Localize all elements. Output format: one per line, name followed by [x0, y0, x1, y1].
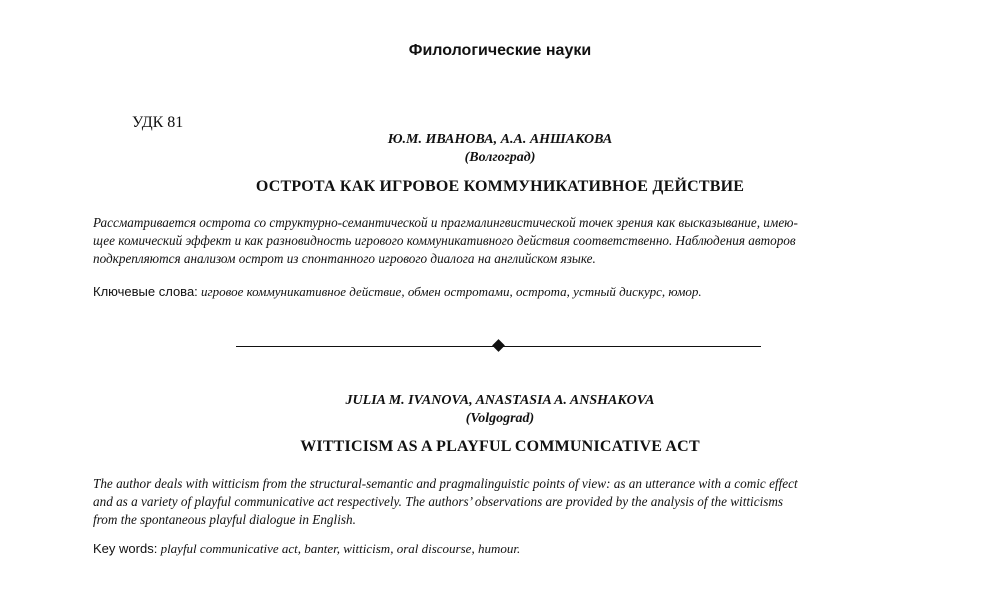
ru-keywords-label: Ключевые слова: — [93, 284, 198, 299]
udk-code: УДК 81 — [132, 114, 184, 131]
ru-city: (Волгоград) — [464, 150, 536, 165]
en-authors: JULIA M. IVANOVA, ANASTASIA A. ANSHAKOVA — [345, 393, 655, 408]
en-city: (Volgograd) — [465, 411, 535, 426]
ru-abstract-line: подкрепляются анализом острот из спонтанного игрового диалога на английском языке. — [93, 251, 596, 266]
ru-abstract — [93, 214, 908, 268]
en-abstract-line: from the spontaneous playful dialogue in English. — [93, 512, 356, 527]
divider-diamond-icon — [492, 339, 505, 352]
ru-abstract-line: щее комический эффект и как разновидность игрового коммуникативного действия соответственно. Наблюдения авторов — [93, 233, 796, 248]
section-title: Филологические науки — [408, 42, 592, 59]
en-keywords-label: Key words: — [93, 541, 158, 556]
en-abstract — [93, 475, 908, 529]
en-keywords — [93, 541, 908, 557]
ru-keywords — [93, 284, 908, 300]
ru-authors: Ю.М. ИВАНОВА, А.А. АНШАКОВА — [387, 132, 613, 147]
ru-keywords-text: игровое коммуникативное действие, обмен остротами, острота, устный дискурс, юмор. — [201, 284, 702, 299]
ru-abstract-line: Рассматривается острота со структурно-семантической и прагмалингвистической точек зрения как высказывание, имею- — [93, 215, 798, 230]
en-abstract-line: and as a variety of playful communicative act respectively. The authors’ observations are provided by the analysis of the witticisms — [93, 494, 784, 509]
en-title: WITTICISM AS A PLAYFUL COMMUNICATIVE ACT — [300, 438, 700, 455]
en-keywords-text: playful communicative act, banter, witticism, oral discourse, humour. — [160, 541, 521, 556]
ru-title: ОСТРОТА КАК ИГРОВОЕ КОММУНИКАТИВНОЕ ДЕЙСТВИЕ — [255, 178, 745, 195]
en-abstract-line: The author deals with witticism from the structural-semantic and pragmalinguistic points of view: as an utterance with a comic effect — [93, 476, 798, 491]
